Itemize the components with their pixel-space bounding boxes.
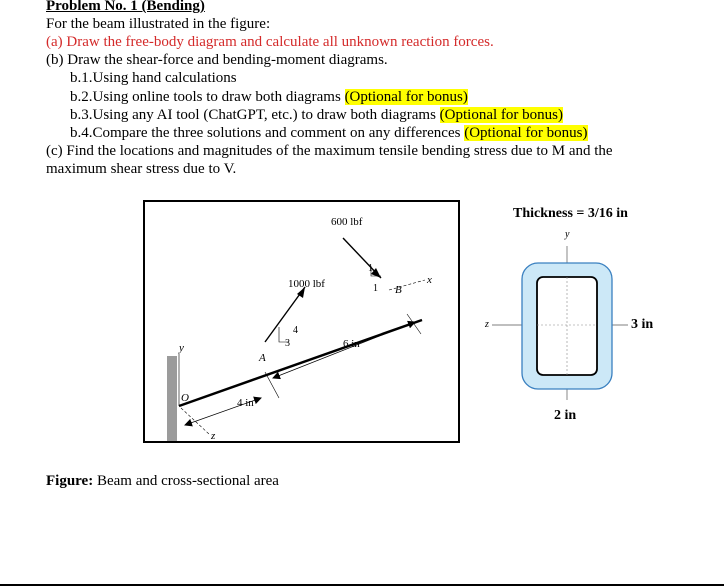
slope-1a-label: 1 (368, 263, 373, 274)
part-b4-text: b.4.Compare the three solutions and comment on any differences (70, 125, 461, 141)
slope-4-label: 4 (293, 325, 298, 336)
slope-1b-label: 1 (373, 283, 378, 294)
beam-drawing (145, 202, 458, 441)
width-label: 2 in (554, 408, 577, 423)
load-1000-label: 1000 lbf (288, 278, 325, 290)
problem-intro: For the beam illustrated in the figure: (46, 16, 271, 32)
point-b-label: B (395, 284, 402, 296)
dim-6in-label: 6 in (343, 338, 360, 350)
part-c-text-2: maximum shear stress due to V. (46, 161, 237, 177)
part-b3-optional: (Optional for bonus) (439, 107, 563, 123)
z-axis-label: z (211, 430, 216, 442)
slope-3-label: 3 (285, 338, 290, 349)
extension-line-a (265, 372, 279, 398)
wall-support (167, 356, 177, 441)
height-label: 3 in (631, 317, 654, 332)
point-a-label: A (259, 352, 266, 364)
x-axis-label: x (427, 274, 432, 286)
part-b4-optional: (Optional for bonus) (464, 125, 588, 141)
problem-title: Problem No. 1 (Bending) (46, 0, 205, 14)
load-600-label: 600 lbf (331, 216, 363, 228)
caption-label: Figure: (46, 473, 94, 489)
part-b1-text: b.1.Using hand calculations (70, 70, 237, 86)
section-y-label: y (565, 229, 570, 240)
part-b4-line (70, 125, 588, 142)
section-z-label: z (485, 319, 489, 330)
beam-member (179, 320, 422, 406)
part-c-text-1: (c) Find the locations and magnitudes of the maximum tensile bending stress due to M and the (46, 143, 613, 159)
part-b3-text: b.3.Using any AI tool (ChatGPT, etc.) to draw both diagrams (70, 107, 436, 123)
part-b3-line (70, 107, 563, 124)
beam-figure (143, 200, 460, 443)
bottom-rule (0, 584, 724, 586)
dim-4in-label: 4 in (237, 397, 254, 409)
part-b-text: (b) Draw the shear-force and bending-moment diagrams. (46, 52, 388, 68)
part-a-text: (a) Draw the free-body diagram and calculate all unknown reaction forces. (46, 34, 494, 50)
y-axis-label: y (179, 342, 184, 354)
caption-text: Beam and cross-sectional area (93, 473, 279, 489)
part-b2-text: b.2.Using online tools to draw both diagrams (70, 89, 341, 105)
figure-caption (46, 473, 279, 490)
thickness-label: Thickness = 3/16 in (513, 206, 628, 221)
z-axis-line (181, 408, 209, 434)
part-b2-line (70, 89, 468, 106)
point-o-label: O (181, 392, 189, 404)
part-b2-optional: (Optional for bonus) (344, 89, 468, 105)
